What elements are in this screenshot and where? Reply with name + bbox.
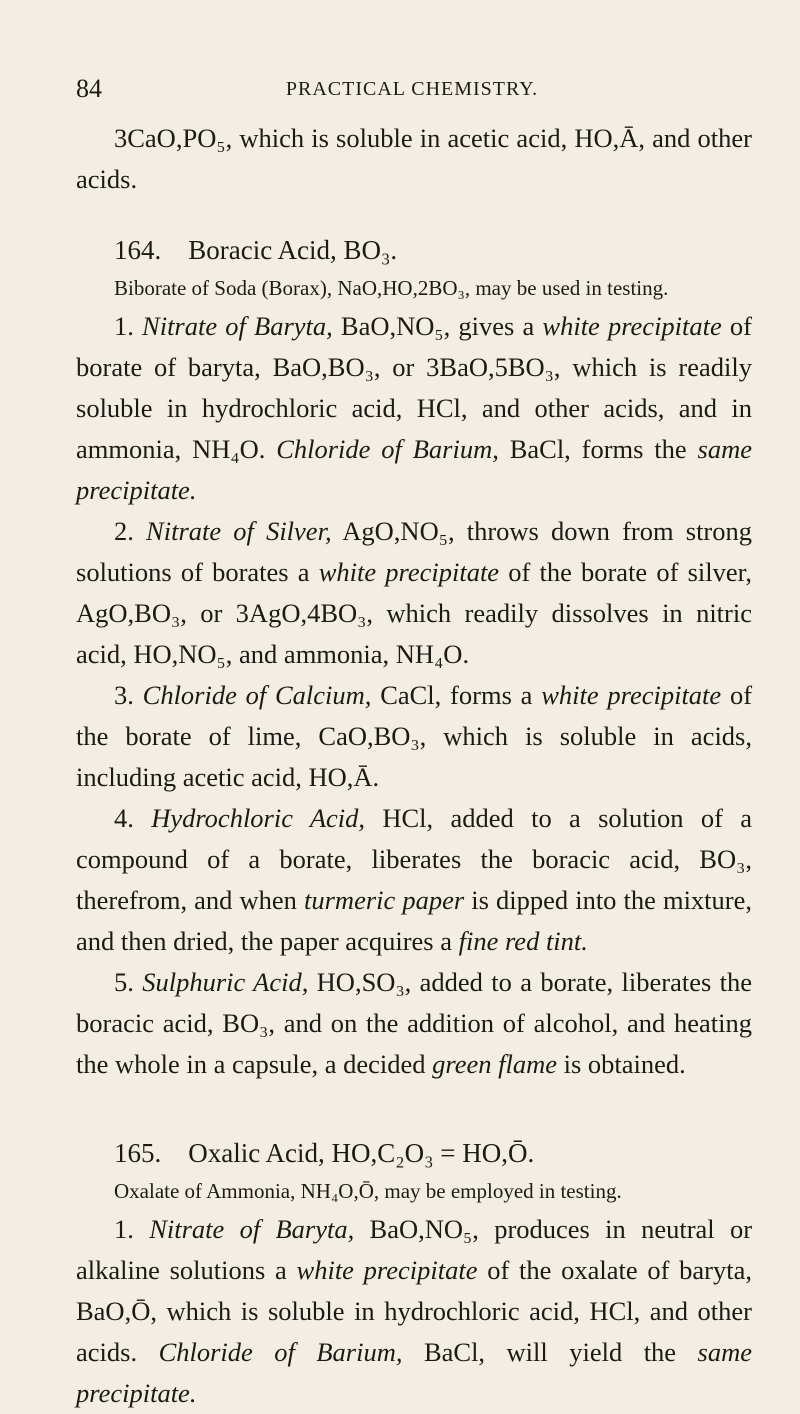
section-note-oxalic: Oxalate of Ammonia, NH₄O,Ō, may be employed in testing.: [114, 1179, 622, 1203]
item-text: is obtained.: [557, 1049, 686, 1079]
result-italic: white precipitate: [318, 557, 500, 587]
item-text: of the borate of lime, CaO,BO₃, which is soluble in acids, including acetic acid, HO,Ā.: [76, 680, 753, 792]
item-number: 3.: [114, 680, 134, 710]
oxalic-item-1: [76, 1209, 752, 1414]
item-text: BaCl, will yield the: [402, 1337, 698, 1367]
boracic-item-3: [76, 675, 752, 798]
section-heading-oxalic: 165. Oxalic Acid, HO,C₂O₃ = HO,Ō.: [114, 1138, 535, 1168]
running-head: PRACTICAL CHEMISTRY.: [285, 78, 539, 100]
item-text: HO,SO₃, added to a borate, liberates the boracic acid, BO₃, and on the addition of alcohol, and heating the whole in a capsule, a decided: [76, 967, 752, 1079]
section-heading-boracic: 164. Boracic Acid, BO₃.: [114, 235, 398, 265]
item-text: BaO,NO₅, gives a: [332, 311, 543, 341]
result-italic: same precipitate.: [76, 1337, 753, 1408]
item-text: BaO,NO₅, produces in neutral or alkaline solutions a: [76, 1214, 753, 1285]
section-note-boracic: Biborate of Soda (Borax), NaO,HO,2BO₃, may be used in testing.: [114, 276, 669, 300]
result-italic: white precipitate: [542, 311, 722, 341]
result-italic: white precipitate: [541, 680, 722, 710]
result-italic: green flame: [432, 1049, 557, 1079]
reagent-label: Sulphuric Acid,: [142, 967, 309, 997]
item-text: of the borate of silver, AgO,BO₃, or 3AgO,4BO₃, which readily dissolves in nitric acid, HO,NO₅, and ammonia, NH₄O.: [76, 557, 753, 669]
page-header: [76, 70, 748, 114]
reagent-label: Chloride of Calcium,: [142, 680, 372, 710]
item-text: of the oxalate of baryta, BaO,Ō, which is soluble in hydrochloric acid, HCl, and other acids.: [76, 1255, 752, 1367]
page-number: 84: [76, 74, 102, 103]
boracic-item-1: [76, 306, 752, 511]
result-italic: turmeric paper: [304, 885, 465, 915]
reagent-label: Nitrate of Baryta,: [149, 1214, 355, 1244]
result-italic: same precipitate.: [76, 434, 752, 505]
item-text: of borate of baryta, BaO,BO₃, or 3BaO,5BO₃, which is readily soluble in hydrochloric acid, HCl, and other acids, and in ammonia, NH₄O.: [76, 311, 753, 464]
item-number: 1.: [114, 311, 134, 341]
result-italic: fine red tint.: [458, 926, 588, 956]
result-italic: white precipitate: [296, 1255, 478, 1285]
boracic-item-2: [76, 511, 752, 675]
item-number: 5.: [114, 967, 134, 997]
item-text: HCl, added to a solution of a compound of a borate, liberates the boracic acid, BO₃, therefrom, and when: [76, 803, 753, 915]
reagent-label: Chloride of Barium,: [276, 434, 499, 464]
reagent-label: Nitrate of Baryta,: [142, 311, 333, 341]
boracic-item-4: [76, 798, 752, 962]
item-text: BaCl, forms the: [498, 434, 698, 464]
reagent-label: Nitrate of Silver,: [146, 516, 332, 546]
item-number: 1.: [114, 1214, 134, 1244]
item-text: AgO,NO₅, throws down from strong solutions of borates a: [76, 516, 753, 587]
item-text: is dipped into the mixture, and then dried, the paper acquires a: [76, 885, 753, 956]
reagent-label: Hydrochloric Acid,: [151, 803, 366, 833]
boracic-item-5: [76, 962, 752, 1085]
item-number: 4.: [114, 803, 134, 833]
item-text: CaCl, forms a: [371, 680, 542, 710]
reagent-label: Chloride of Barium,: [158, 1337, 403, 1367]
intro-paragraph: 3CaO,PO₅, which is soluble in acetic acid, HO,Ā, and other acids.: [76, 123, 752, 194]
page-body: [76, 118, 752, 1414]
item-number: 2.: [114, 516, 134, 546]
